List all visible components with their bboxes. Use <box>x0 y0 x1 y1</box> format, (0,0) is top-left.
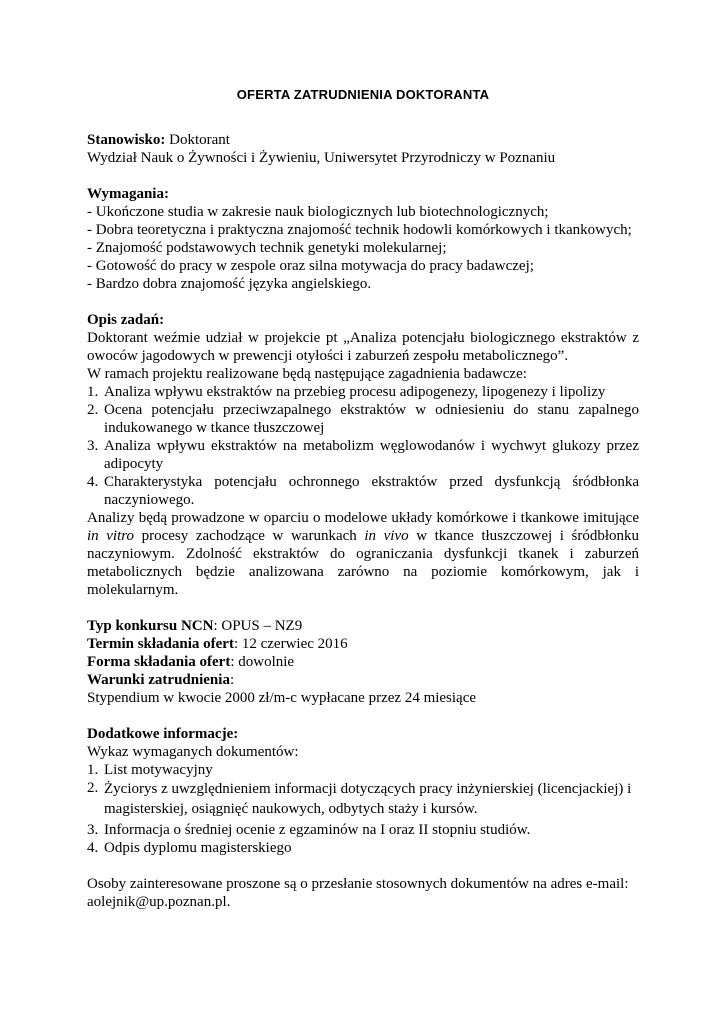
list-item <box>87 779 639 819</box>
position-section <box>87 131 639 167</box>
spacer <box>87 857 639 875</box>
closing-text: procesy zachodzące w warunkach <box>134 528 365 544</box>
requirement-item: - Znajomość podstawowych technik genetyki molekularnej; <box>87 240 447 256</box>
list-number: 4. <box>87 474 99 490</box>
list-number: 1. <box>87 384 99 400</box>
requirement-item: - Dobra teoretyczna i praktyczna znajomość technik hodowli komórkowych i tkankowych; <box>87 222 632 238</box>
list-number: 4. <box>87 840 99 856</box>
documents-lead: Wykaz wymaganych dokumentów: <box>87 744 299 760</box>
contact-email[interactable]: aolejnik@up.poznan.pl. <box>87 894 231 910</box>
stipend-line: Stypendium w kwocie 2000 zł/m-c wypłacane przez 24 miesiące <box>87 690 477 706</box>
requirement-item: - Bardzo dobra znajomość języka angielskiego. <box>87 276 372 292</box>
document-page <box>87 86 639 911</box>
list-number: 1. <box>87 762 99 778</box>
deadline <box>87 635 639 653</box>
spacer <box>87 599 639 617</box>
tasks-section <box>87 311 639 599</box>
employment-conditions <box>87 671 639 689</box>
list-item <box>87 401 639 437</box>
list-text: Charakterystyka potencjału ochronnego ekstraktów przed dysfunkcją śródbłonka naczyniowego. <box>104 474 639 508</box>
tasks-intro: Doktorant weźmie udział w projekcie pt „Analiza potencjału biologicznego ekstraktów z owoców jagodowych w prewencji otyłości i zaburzeń zespołu metabolicznego”. <box>87 330 639 364</box>
deadline-value: : 12 czerwiec 2016 <box>233 636 348 652</box>
competition-type-label: Typ konkursu NCN <box>87 618 214 634</box>
additional-section <box>87 725 639 911</box>
requirements-section <box>87 185 639 293</box>
page-title: OFERTA ZATRUDNIENIA DOKTORANTA <box>236 87 490 102</box>
requirement-item: - Gotowość do pracy w zespole oraz silna motywacja do pracy badawczej; <box>87 258 534 274</box>
competition-type-value: : OPUS – NZ9 <box>213 618 303 634</box>
list-text: Ocena potencjału przeciwzapalnego ekstraktów w odniesieniu do stanu zapalnego indukowanego w tkance tłuszczowej <box>104 402 639 436</box>
submission-form <box>87 653 639 671</box>
list-text: List motywacyjny <box>104 762 213 778</box>
closing-text: Analizy będą prowadzone w oparciu o modelowe układy komórkowe i tkankowe imitujące <box>87 510 639 526</box>
list-item <box>87 761 639 779</box>
list-item <box>87 821 639 839</box>
deadline-label: Termin składania ofert <box>87 636 234 652</box>
list-item <box>87 437 639 473</box>
list-item <box>87 383 639 401</box>
list-text: Analiza wpływu ekstraktów na metabolizm węglowodanów i wychwyt glukozy przez adipocyty <box>104 438 639 472</box>
list-number: 3. <box>87 438 99 454</box>
position-line <box>87 131 639 149</box>
submission-form-value: : dowolnie <box>230 654 295 670</box>
list-number: 2. <box>87 402 99 418</box>
spacer <box>87 707 639 725</box>
tasks-list <box>87 383 639 509</box>
tasks-lead: W ramach projektu realizowane będą następujące zagadnienia badawcze: <box>87 366 527 382</box>
competition-section <box>87 617 639 707</box>
closing-text: w tkance tłuszczowej i śródbłonku naczyniowym. Zdolność ekstraktów do ograniczania dysfunkcji tkanek i zaburzeń metabolicznych będzie analizowana zarówno na poziomie komórkowym, jak i molekularnym. <box>87 528 639 598</box>
contact-line: Osoby zainteresowane proszone są o przesłanie stosownych dokumentów na adres e-mail: <box>87 876 629 892</box>
tasks-heading: Opis zadań: <box>87 312 165 328</box>
list-item <box>87 473 639 509</box>
tasks-closing <box>87 509 639 599</box>
spacer <box>87 167 639 185</box>
list-number: 3. <box>87 822 99 838</box>
closing-italic: in vivo <box>364 528 409 544</box>
additional-heading: Dodatkowe informacje: <box>87 726 239 742</box>
list-text: Odpis dyplomu magisterskiego <box>104 840 292 856</box>
submission-form-label: Forma składania ofert <box>87 654 231 670</box>
employment-conditions-label: Warunki zatrudnienia <box>87 672 230 688</box>
requirement-item: - Ukończone studia w zakresie nauk biologicznych lub biotechnologicznych; <box>87 204 549 220</box>
list-text: Informacja o średniej ocenie z egzaminów na I oraz II stopniu studiów. <box>104 822 531 838</box>
list-number: 2. <box>87 780 99 796</box>
list-text: Życiorys z uwzględnieniem informacji dotyczących pracy inżynierskiej (licencjackiej) i magisterskiej, osiągnięć naukowych, odbytych staży i kursów. <box>104 781 632 817</box>
closing-italic: in vitro <box>87 528 135 544</box>
employment-conditions-colon: : <box>229 672 235 688</box>
spacer <box>87 293 639 311</box>
requirements-heading: Wymagania: <box>87 186 169 202</box>
documents-list <box>87 761 639 857</box>
faculty-line: Wydział Nauk o Żywności i Żywieniu, Uniwersytet Przyrodniczy w Poznaniu <box>87 150 556 166</box>
competition-type <box>87 617 639 635</box>
position-label: Stanowisko: <box>87 132 166 148</box>
list-text: Analiza wpływu ekstraktów na przebieg procesu adipogenezy, lipogenezy i lipolizy <box>104 384 606 400</box>
list-item <box>87 839 639 857</box>
position-value: Doktorant <box>165 132 230 148</box>
